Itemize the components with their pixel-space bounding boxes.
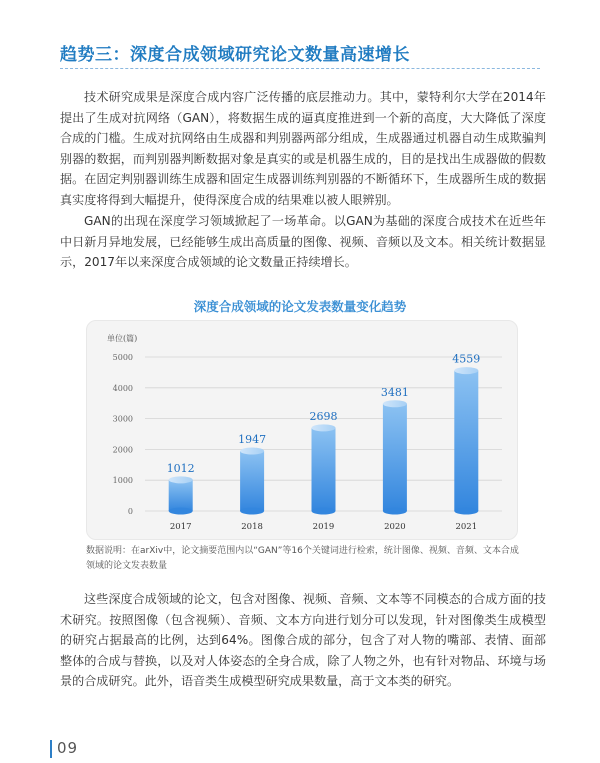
x-tick-label: 2021 — [455, 522, 478, 532]
x-tick-label: 2019 — [312, 522, 335, 532]
data-label: 1947 — [238, 433, 267, 447]
bar-chart — [87, 321, 517, 539]
page-number: 09 — [57, 739, 79, 757]
chart-data-note: 数据说明：在arXiv中，论文摘要范围内以“GAN”等16个关键词进行检索，统计图像、视频、音频、文本合成领域的论文发表数量 — [86, 546, 519, 571]
data-label: 4559 — [452, 352, 481, 366]
bar-cap — [169, 476, 193, 483]
bar-base — [312, 508, 336, 515]
bar-2021 — [454, 371, 478, 511]
y-tick-label: 5000 — [112, 353, 133, 362]
section-heading: 趋势三：深度合成领域研究论文数量高速增长 — [60, 45, 410, 65]
bar-2018 — [240, 451, 264, 511]
data-label: 2698 — [309, 409, 338, 423]
bar-cap — [240, 448, 264, 455]
data-label: 3481 — [380, 385, 409, 399]
paragraph-modalities: 这些深度合成领域的论文，包含对图像、视频、音频、文本等不同模态的合成方面的技术研究。按照图像（包含视频）、音频、文本方向进行划分可以发现，针对图像类生成模型的研究占据最高的比例，达到64%。图像合成的部分，包含了对人物的嘴部、表情、面部整体的合成与替换，以及对人体姿态的全身合成，除了人物之外，也有针对物品、环境与场景的合成研究。此外，语音类生成模型研究成果数量，高于文本类的研究。 — [60, 592, 546, 688]
chart-title: 深度合成领域的论文发表数量变化趋势 — [193, 299, 407, 314]
bar-cap — [312, 424, 336, 431]
y-tick-label: 0 — [127, 507, 133, 516]
bar-2017 — [169, 480, 193, 511]
paragraph-gan-intro: 技术研究成果是深度合成内容广泛传播的底层推动力。其中，蒙特利尔大学在2014年提出了生成对抗网络（GAN），将数据生成的逼真度推进到一个新的高度，大大降低了深度合成的门槛。生成对抗网络由生成器和判别器两部分组成，生成器通过机器自动生成欺骗判别器的数据，而判别器判断数据对象是真实的或是机器生成的，目的是找出生成器做的假数据。在固定判别器训练生成器和固定生成器训练判别器的不断循环下，生成器所生成的数据真实度将得到大幅提升，使得深度合成的结果难以被人眼辨别。 — [60, 90, 546, 207]
data-label: 1012 — [166, 461, 195, 475]
x-tick-label: 2018 — [241, 522, 263, 532]
bar-base — [454, 508, 478, 515]
bar-cap — [383, 400, 407, 407]
bar-base — [240, 508, 264, 515]
heading-divider — [60, 68, 540, 69]
x-tick-label: 2020 — [384, 522, 406, 532]
chart-container — [86, 320, 518, 540]
bar-base — [383, 508, 407, 515]
bar-cap — [454, 367, 478, 374]
page-number-marker — [50, 740, 52, 758]
y-unit-label: 单位(篇) — [107, 334, 138, 343]
y-tick-label: 2000 — [112, 445, 133, 455]
bar-base — [169, 508, 193, 515]
bar-2019 — [312, 428, 336, 511]
bar-2020 — [383, 404, 407, 511]
y-tick-label: 4000 — [112, 383, 133, 393]
x-tick-label: 2017 — [169, 522, 192, 532]
y-tick-label: 3000 — [112, 414, 133, 424]
paragraph-gan-revolution: GAN的出现在深度学习领域掀起了一场革命。以GAN为基础的深度合成技术在近些年中日新月异地发展，已经能够生成出高质量的图像、视频、音频以及文本。相关统计数据显示，2017年以来深度合成领域的论文数量正持续增长。 — [60, 214, 546, 269]
y-tick-label: 1000 — [112, 476, 133, 486]
